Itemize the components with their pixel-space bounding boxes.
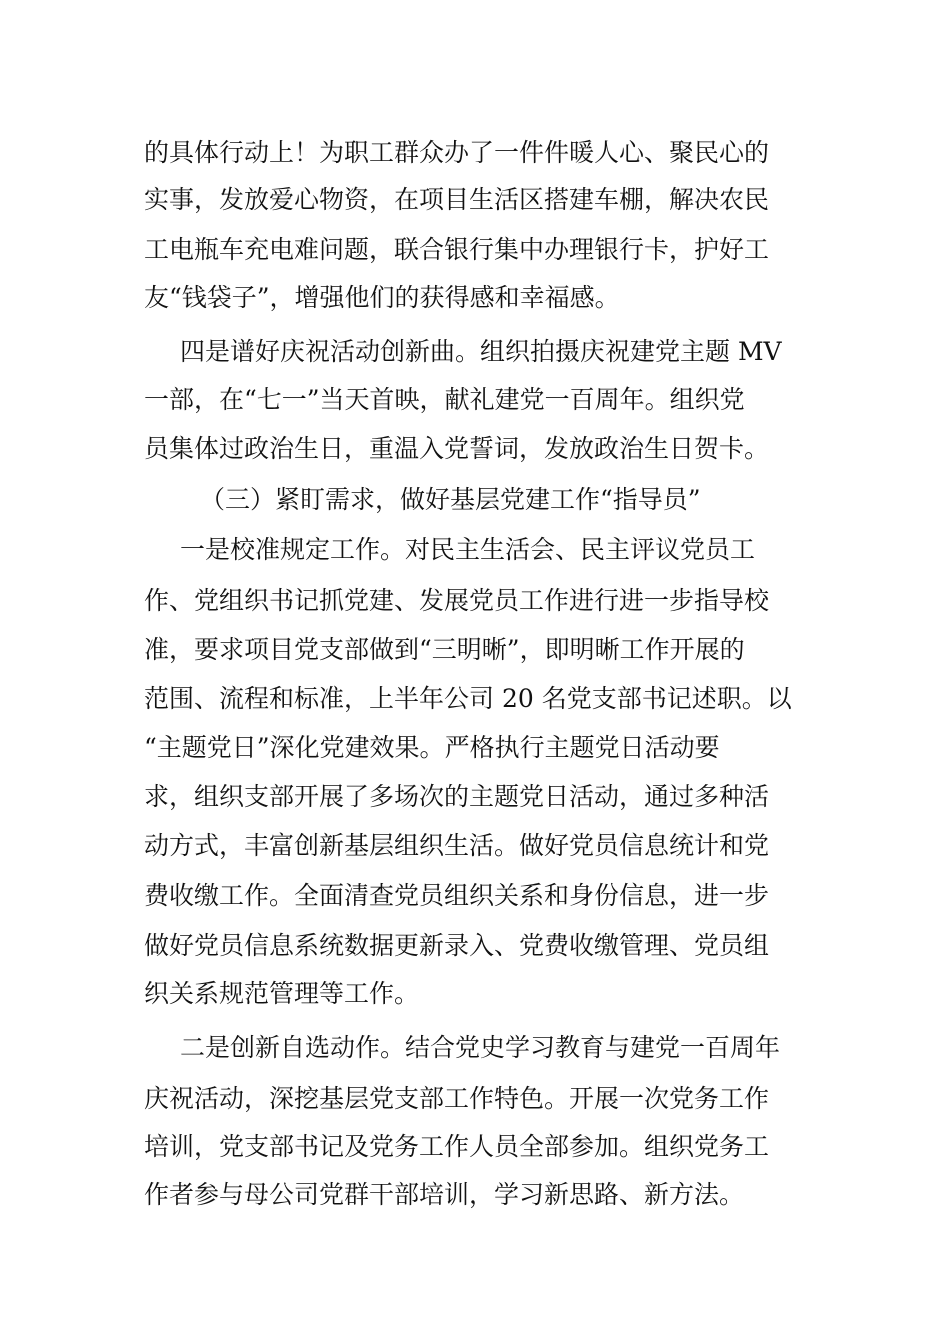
text-line: 做好党员信息系统数据更新录入、党费收缴管理、党员组 [144,931,770,960]
paragraph-start-line: 二是创新自选动作。结合党史学习教育与建党一百周年 [180,1033,781,1062]
text-line: 织关系规范管理等工作。 [144,979,420,1008]
text-line: 一部，在“七一”当天首映，献礼建党一百周年。组织党 [144,385,745,414]
text-line: “主题党日”深化党建效果。严格执行主题党日活动要 [144,733,720,762]
text-line: 范围、流程和标准，上半年公司 20 名党支部书记述职。以 [144,684,792,713]
text-line: 作者参与母公司党群干部培训，学习新思路、新方法。 [144,1180,745,1209]
paragraph-start-line: 一是校准规定工作。对民主生活会、民主评议党员工 [180,535,756,564]
text-line: 庆祝活动，深挖基层党支部工作特色。开展一次党务工作 [144,1084,770,1113]
text-line: 作、党组织书记抓党建、发展党员工作进行进一步指导校 [144,586,770,615]
text-line: 准，要求项目党支部做到“三明晰”，即明晰工作开展的 [144,635,745,664]
section-heading: （三）紧盯需求，做好基层党建工作“指导员” [200,485,701,514]
text-line: 员集体过政治生日，重温入党誓词，发放政治生日贺卡。 [144,434,770,463]
paragraph-start-line: 四是谱好庆祝活动创新曲。组织拍摄庆祝建党主题 MV [180,337,782,366]
text-line: 工电瓶车充电难问题，联合银行集中办理银行卡，护好工 [144,235,770,264]
text-line: 求，组织支部开展了多场次的主题党日活动，通过多种活 [144,782,770,811]
text-line: 实事，发放爱心物资，在项目生活区搭建车棚，解决农民 [144,185,770,214]
text-line: 友“钱袋子”，增强他们的获得感和幸福感。 [144,283,620,312]
text-line: 动方式，丰富创新基层组织生活。做好党员信息统计和党 [144,831,770,860]
text-line: 费收缴工作。全面清查党员组织关系和身份信息，进一步 [144,881,770,910]
text-line: 的具体行动上！为职工群众办了一件件暖人心、聚民心的 [144,138,770,167]
text-line: 培训，党支部书记及党务工作人员全部参加。组织党务工 [144,1132,770,1161]
